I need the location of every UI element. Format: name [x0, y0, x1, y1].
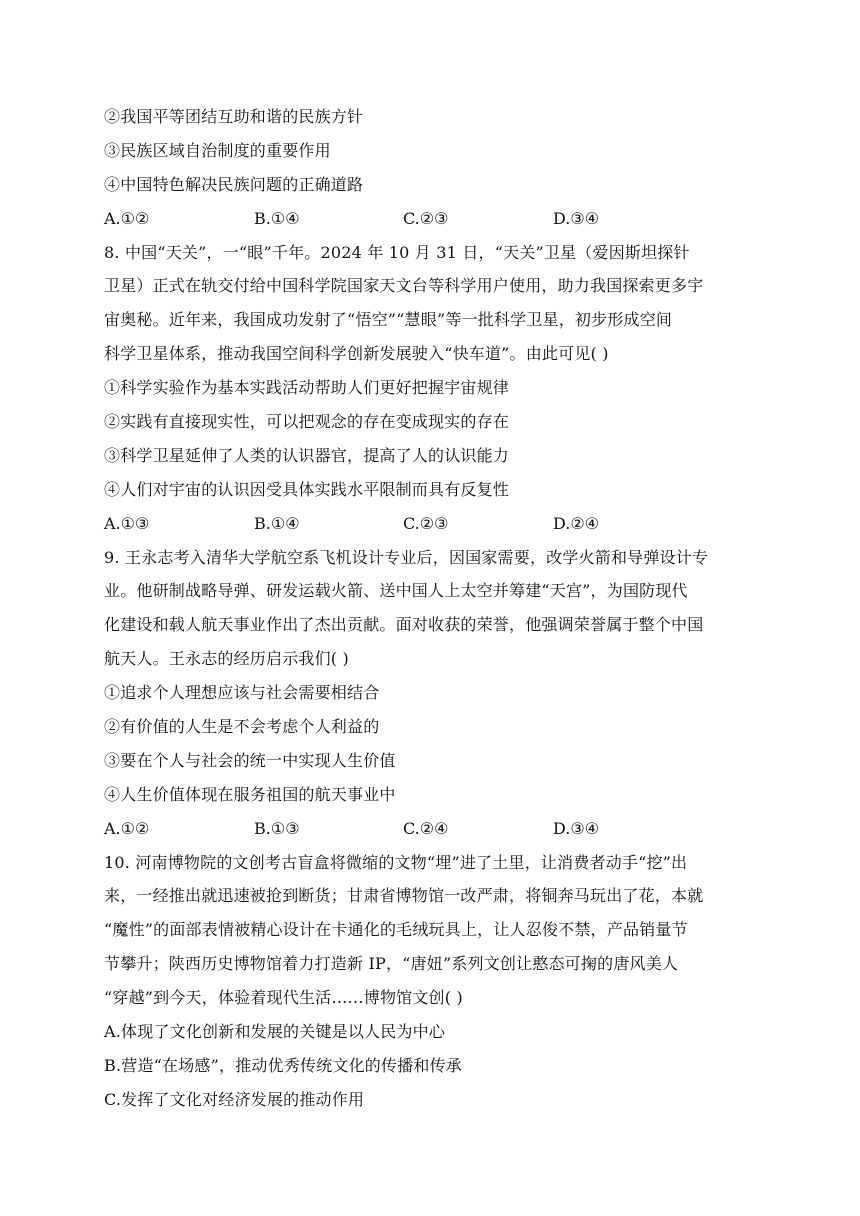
q8-option-b: B.①④ [254, 513, 300, 533]
q10-stem-line: 10. 河南博物院的文创考古盲盒将微缩的文物“埋”进了土里，让消费者动手“挖”出 [104, 852, 688, 872]
q7-options [104, 202, 784, 236]
question-7-tail [104, 100, 784, 236]
q8-item-1: ①科学实验作为基本实践活动帮助人们更好把握宇宙规律 [104, 378, 510, 398]
q9-item-1: ①追求个人理想应该与社会需要相结合 [104, 683, 380, 703]
q8-item-2: ②实践有直接现实性，可以把观念的存在变成现实的存在 [104, 412, 510, 432]
q9-item-3: ③要在个人与社会的统一中实现人生价值 [104, 750, 396, 770]
q9-option-c: C.②④ [403, 818, 449, 838]
q10-choice-b: B.营造“在场感”，推动优秀传统文化的传播和传承 [104, 1055, 463, 1075]
q9-option-a: A.①② [104, 818, 150, 838]
q7-option-a: A.①② [104, 208, 150, 228]
q9-item-2: ②有价值的人生是不会考虑个人利益的 [104, 717, 380, 737]
q10-stem-line: “穿越”到今天，体验着现代生活……博物馆文创( ) [104, 988, 463, 1008]
q9-options [104, 812, 784, 846]
question-9 [104, 541, 784, 846]
q8-stem-line: 卫星）正式在轨交付给中国科学院国家天文台等科学用户使用，助力我国探索更多宇 [104, 276, 704, 296]
q8-option-a: A.①③ [104, 513, 150, 533]
q10-stem-line: “魔性”的面部表情被精心设计在卡通化的毛绒玩具上，让人忍俊不禁，产品销量节 [104, 920, 688, 940]
exam-page [104, 100, 784, 1117]
q9-stem-line: 9. 王永志考入清华大学航空系飞机设计专业后，因国家需要，改学火箭和导弹设计专 [104, 547, 709, 567]
q7-item-4: ④中国特色解决民族问题的正确道路 [104, 174, 364, 194]
q8-item-3: ③科学卫星延伸了人类的认识器官，提高了人的认识能力 [104, 445, 510, 465]
q8-item-4: ④人们对宇宙的认识因受具体实践水平限制而具有反复性 [104, 479, 510, 499]
q9-item-4: ④人生价值体现在服务祖国的航天事业中 [104, 784, 396, 804]
q9-option-b: B.①③ [254, 818, 300, 838]
q9-stem-line: 航天人。王永志的经历启示我们( ) [104, 649, 349, 669]
q10-stem-line: 来，一经推出就迅速被抢到断货；甘肃省博物馆一改严肃，将铜奔马玩出了花，本就 [104, 886, 704, 906]
q7-item-3: ③民族区域自治制度的重要作用 [104, 140, 331, 160]
q8-options [104, 507, 784, 541]
q7-item-2: ②我国平等团结互助和谐的民族方针 [104, 107, 364, 126]
q9-option-d: D.③④ [553, 818, 600, 838]
q9-stem-line: 业。他研制战略导弹、研发运载火箭、送中国人上太空并筹建“天宫”，为国防现代 [104, 581, 688, 601]
question-10 [104, 846, 784, 1117]
q8-stem-line: 8. 中国“天关”，一“眼”千年。2024 年 10 月 31 日，“天关”卫星（爱因斯坦探针 [104, 242, 690, 262]
q8-option-c: C.②③ [403, 513, 449, 533]
q9-stem-line: 化建设和载人航天事业作出了杰出贡献。面对收获的荣誉，他强调荣誉属于整个中国 [104, 615, 704, 635]
q7-option-c: C.②③ [403, 208, 449, 228]
q10-choice-c: C.发挥了文化对经济发展的推动作用 [104, 1089, 365, 1109]
q7-option-b: B.①④ [254, 208, 300, 228]
q8-stem-line: 宙奥秘。近年来，我国成功发射了“悟空”“慧眼”等一批科学卫星，初步形成空间 [104, 310, 673, 330]
q8-option-d: D.②④ [553, 513, 600, 533]
q10-choice-a: A.体现了文化创新和发展的关键是以人民为中心 [104, 1022, 446, 1042]
q7-option-d: D.③④ [553, 208, 600, 228]
question-8 [104, 236, 784, 541]
q8-stem-line: 科学卫星体系，推动我国空间科学创新发展驶入“快车道”。由此可见( ) [104, 344, 609, 364]
q10-stem-line: 节攀升；陕西历史博物馆着力打造新 IP，“唐妞”系列文创让憨态可掬的唐风美人 [104, 954, 679, 974]
